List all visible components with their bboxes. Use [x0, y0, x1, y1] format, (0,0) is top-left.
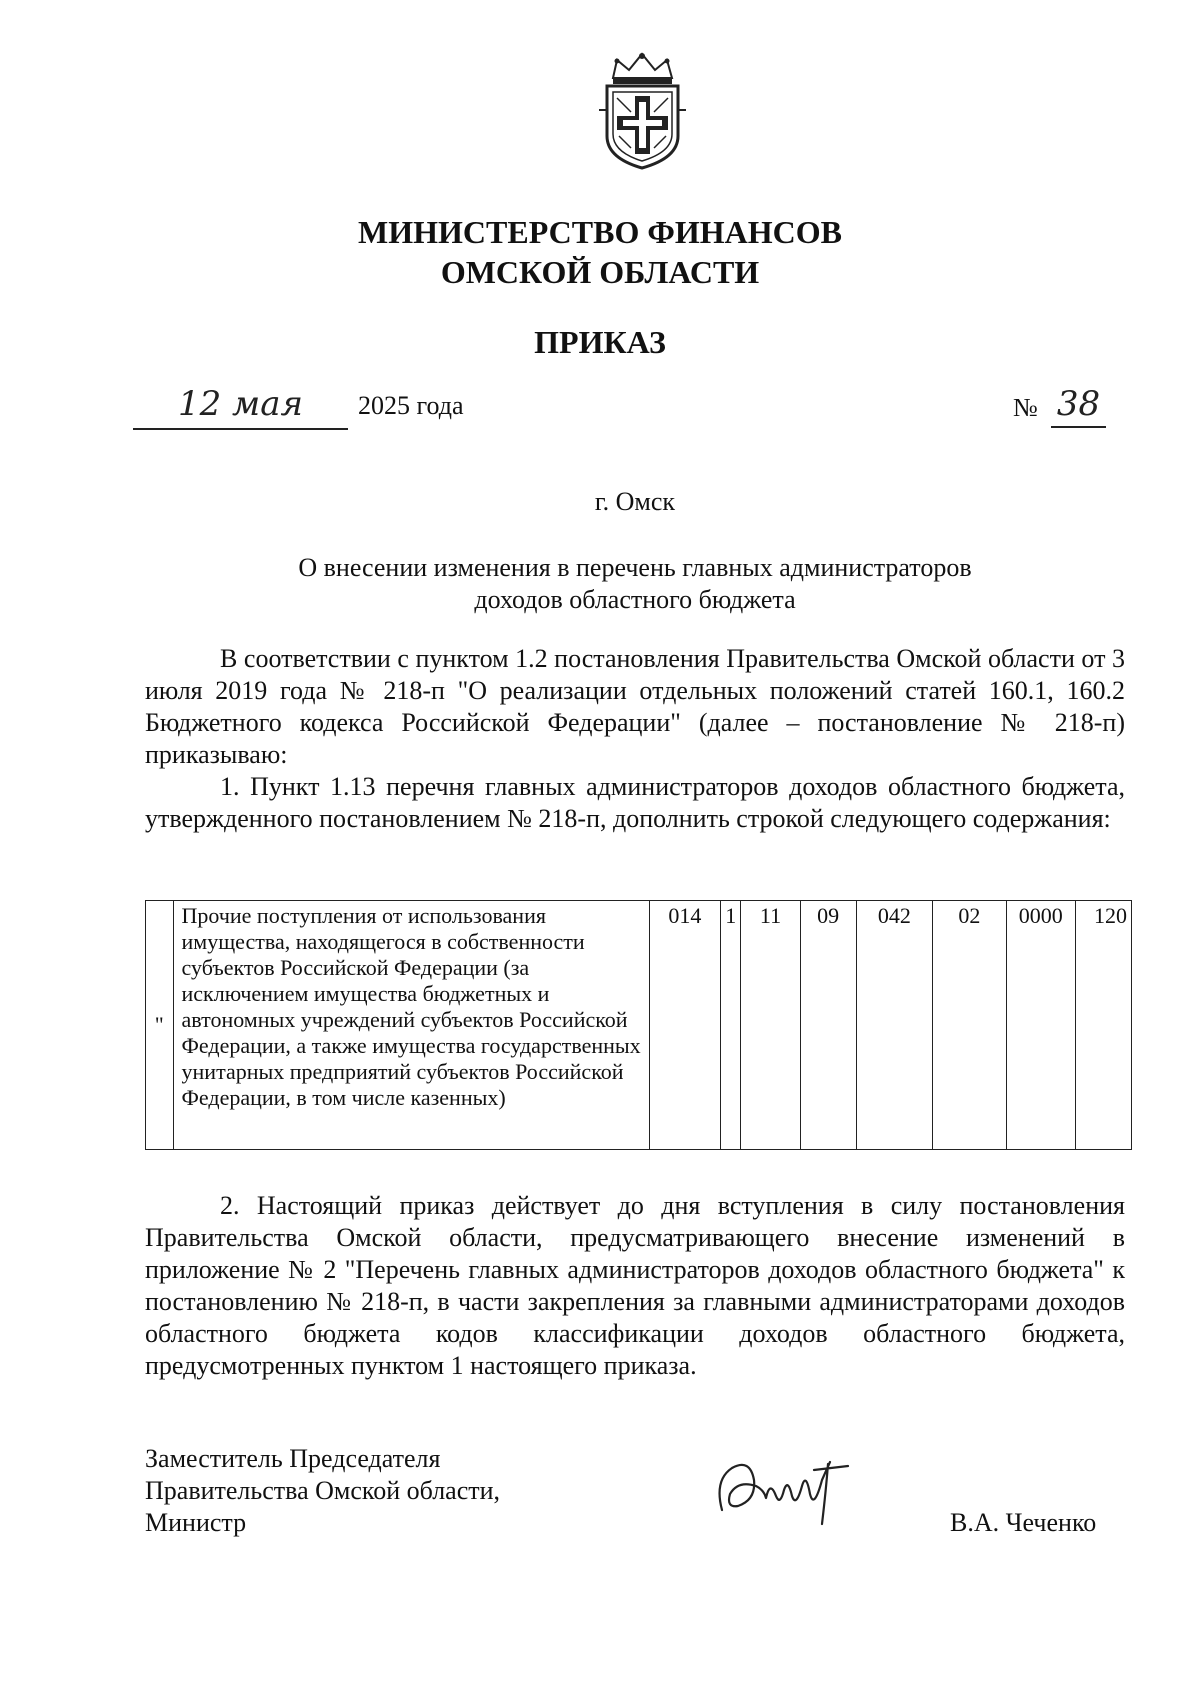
ministry-line-1: МИНИСТЕРСТВО ФИНАНСОВ — [358, 214, 842, 250]
order-title: ПРИКАЗ — [534, 324, 666, 360]
subject-line-2: доходов областного бюджета — [474, 585, 796, 614]
position-line-2: Правительства Омской области, — [145, 1476, 501, 1505]
year-text: 2025 года — [358, 391, 464, 420]
ministry-line-2: ОМСКОЙ ОБЛАСТИ — [440, 254, 760, 290]
position-line-1: Заместитель Председателя — [145, 1444, 441, 1473]
handwritten-signature — [710, 1450, 860, 1530]
income-codes-table — [145, 900, 1132, 1150]
city: г. Омск — [594, 487, 676, 516]
code-cell: 042 — [856, 901, 932, 1150]
paragraph-intro: В соответствии с пунктом 1.2 постановления Правительства Омской области от 3 июля 2019 года № 218-п "О реализации отдельных положений статей 160.1, 160.2 Бюджетного кодекса Российской Федерации" (далее – постановление № 218-п) приказываю: — [145, 644, 1125, 769]
code-cell: 120 — [1075, 901, 1131, 1150]
paragraph-1: 1. Пункт 1.13 перечня главных администраторов доходов областного бюджета, утвержденного постановлением № 218-п, дополнить строкой следующего содержания: — [145, 772, 1125, 833]
code-cell: 02 — [933, 901, 1006, 1150]
table-row — [146, 901, 1132, 1150]
position-line-3: Министр — [145, 1508, 247, 1537]
number-sign: № — [1013, 393, 1038, 422]
paragraph-2: 2. Настоящий приказ действует до дня вступления в силу постановления Правительства Омской области, предусматривающего внесение изменений в приложение № 2 "Перечень главных администраторов доходов областного бюджета" к постановлению № 218-п, в части закрепления за главными администраторами доходов областного бюджета кодов классификации доходов областного бюджета, предусмотренных пунктом 1 настоящего приказа. — [145, 1191, 1125, 1380]
order-subject — [0, 552, 1200, 616]
income-description: Прочие поступления от использования имущества, находящегося в собственности субъектов Российской Федерации (за исключением имущества бюджетных и автономных учреждений субъектов Российской Федерации, а также имущества государственных унитарных предприятий субъектов Российской Федерации, в том числе казенных) — [173, 901, 649, 1150]
handwritten-date: 12 мая — [133, 380, 348, 430]
ministry-name — [0, 212, 1200, 292]
code-cell: 0000 — [1006, 901, 1075, 1150]
code-cell: 11 — [741, 901, 800, 1150]
date-number-row — [133, 380, 1123, 440]
coat-of-arms-icon — [595, 50, 690, 170]
handwritten-number: 38 — [1051, 382, 1106, 428]
code-cell: 1 — [721, 901, 741, 1150]
signer-name: В.А. Чеченко — [950, 1508, 1097, 1537]
code-cell: 014 — [649, 901, 720, 1150]
signer-position — [145, 1443, 565, 1539]
code-cell: 09 — [800, 901, 856, 1150]
row-marker: " — [146, 901, 174, 1150]
subject-line-1: О внесении изменения в перечень главных администраторов — [298, 553, 972, 582]
order-number — [1013, 382, 1113, 428]
